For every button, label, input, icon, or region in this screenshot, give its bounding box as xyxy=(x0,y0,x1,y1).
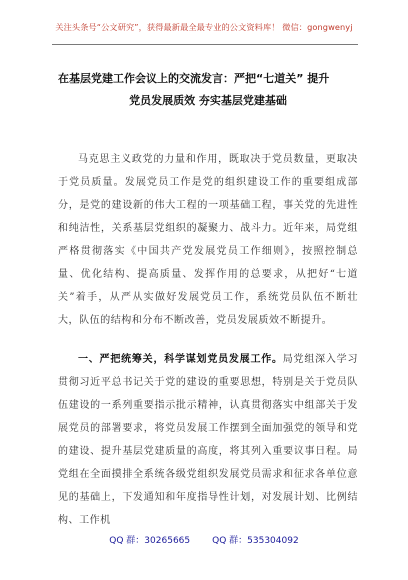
document-title xyxy=(58,68,358,112)
section1-paragraph xyxy=(58,348,358,532)
footer-qq-group-2: QQ 群：535304092 xyxy=(212,536,299,546)
section1-heading: 一、严把统筹关，科学谋划党员发展工作。 xyxy=(78,354,283,365)
body-paragraph-intro xyxy=(58,148,358,332)
header-divider xyxy=(52,44,358,45)
footer-qq-group-1: QQ 群：30265665 xyxy=(109,536,191,546)
section1-text: 局党组深入学习贯彻习近平总书记关于党的建设的重要思想，特别是关于党员队伍建设的一系列重要指示批示精神，认真贯彻落实中组部关于发展党员的部署要求，将党员发展工作摆到全面加强党的领导和党的建设、提升基层党建质量的高度，将其列入重要议事日程。局党组在全面摸排全系统各级党组织发展党员需求和征求各单位意见的基础上，下发通知和年度指导性计划，对发展计划、比例结构、工作机 xyxy=(58,354,358,526)
title-line-1: 在基层党建工作会议上的交流发言：严把“七道关” 提升 xyxy=(58,72,330,85)
body-paragraph-section1 xyxy=(58,348,358,532)
page-footer xyxy=(0,533,408,546)
intro-text: 马克思主义政党的力量和作用，既取决于党员数量，更取决于党员质量。发展党员工作是党的组织建设工作的重要组成部分，是党的建设新的伟大工程的一项基础工程，事关党的先进性和纯洁性，关系基层党组织的凝聚力、战斗力。近年来，局党组严格贯彻落实《中国共产党发展党员工作细则》，按照控制总量、优化结构、提高质量、发挥作用的总要求，从把好“七道关”着手，从严从实做好发展党员工作，系统党员队伍不断壮大，队伍的结构和分布不断改善，党员发展质效不断提升。 xyxy=(58,154,358,326)
title-line-2: 党员发展质效 夯实基层党建基础 xyxy=(129,94,287,107)
promo-header: 关注头条号“公文研究”，获得最新最全最专业的公文资料库！ 微信：gongwenyj xyxy=(55,22,353,32)
